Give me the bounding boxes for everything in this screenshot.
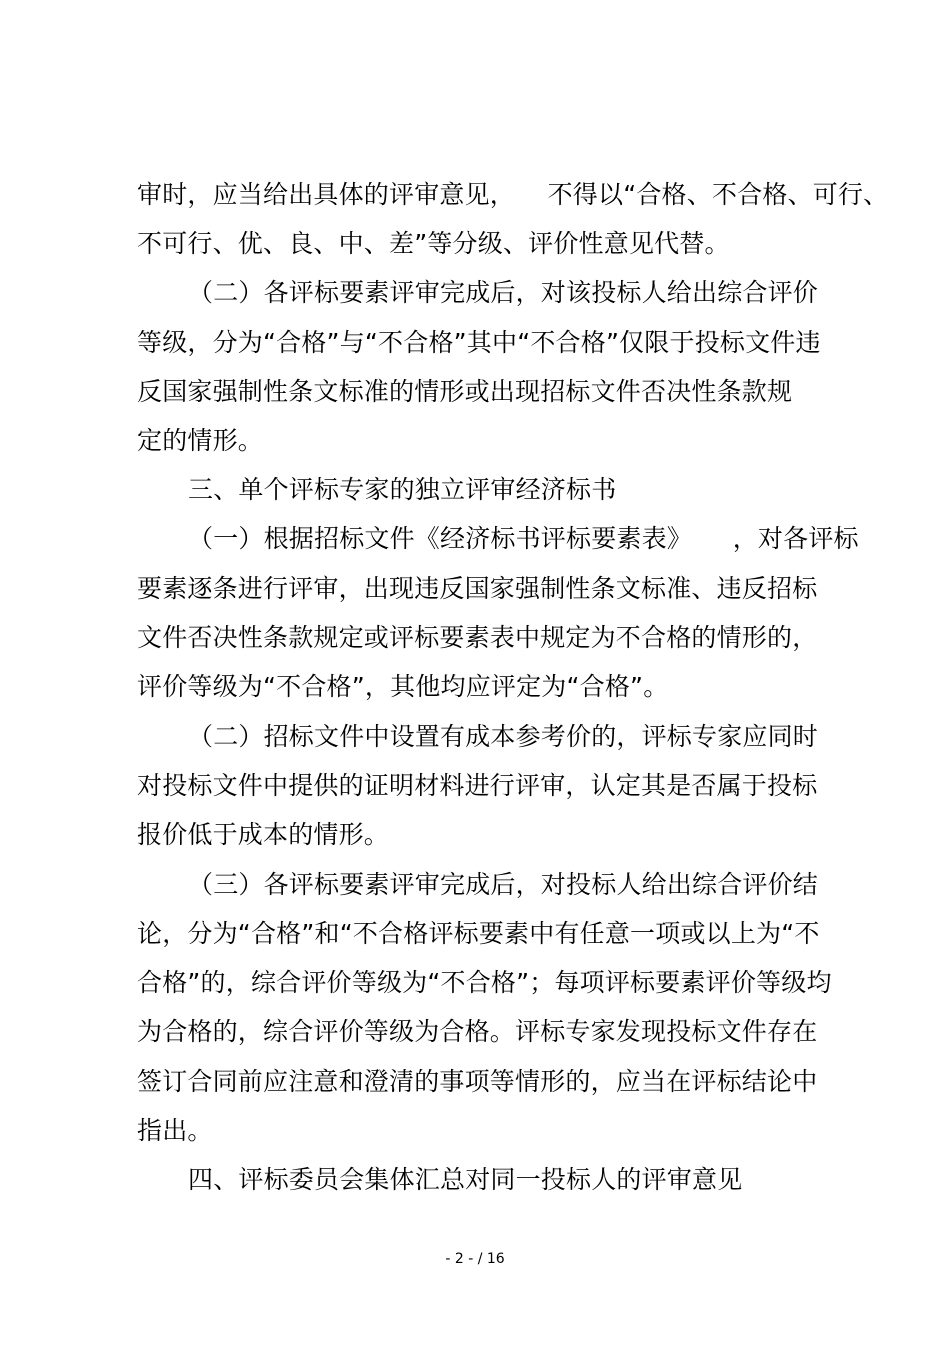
section-heading-4: 四、评标委员会集体汇总对同一投标人的评审意见 bbox=[188, 1165, 743, 1194]
text-line-20: 指出。 bbox=[137, 1116, 213, 1145]
text-line-13: 对投标文件中提供的证明材料进行评审，认定其是否属于投标 bbox=[137, 771, 818, 800]
text-line-8: （一）根据招标文件《经济标书评标要素表》 ，对各评标 bbox=[188, 524, 859, 553]
text-line-18: 为合格的，综合评价等级为合格。评标专家发现投标文件存在 bbox=[137, 1017, 818, 1046]
text-line-3: （二）各评标要素评审完成后，对该投标人给出综合评价 bbox=[188, 278, 819, 307]
text-line-2: 不可行、优、良、中、差”等分级、评价性意见代替。 bbox=[137, 229, 730, 258]
text-line-19: 签订合同前应注意和澄清的事项等情形的，应当在评标结论中 bbox=[137, 1067, 818, 1096]
text-line-10: 文件否决性条款规定或评标要素表中规定为不合格的情形的， bbox=[137, 623, 818, 652]
page-number: - 2 - / 16 bbox=[445, 1251, 505, 1267]
text-line-9: 要素逐条进行评审，出现违反国家强制性条文标准、违反招标 bbox=[137, 574, 818, 603]
text-line-4: 等级，分为“合格”与“不合格”其中“不合格”仅限于投标文件违 bbox=[137, 328, 821, 357]
text-line-11: 评价等级为“不合格”，其他均应评定为“合格”。 bbox=[137, 672, 669, 701]
text-line-5: 反国家强制性条文标准的情形或出现招标文件否决性条款规 bbox=[137, 377, 793, 406]
section-heading-3: 三、单个评标专家的独立评审经济标书 bbox=[188, 475, 617, 504]
text-line-16: 论，分为“合格”和“不合格评标要素中有任意一项或以上为“不 bbox=[137, 919, 820, 948]
text-line-6: 定的情形。 bbox=[137, 426, 264, 455]
text-line-12: （二）招标文件中设置有成本参考价的，评标专家应同时 bbox=[188, 722, 819, 751]
text-line-1: 审时，应当给出具体的评审意见， 不得以“合格、不合格、可行、 bbox=[137, 180, 889, 209]
text-line-15: （三）各评标要素评审完成后，对投标人给出综合评价结 bbox=[188, 870, 819, 899]
text-line-17: 合格”的，综合评价等级为“不合格”；每项评标要素评价等级均 bbox=[137, 968, 832, 997]
text-line-14: 报价低于成本的情形。 bbox=[137, 820, 390, 849]
